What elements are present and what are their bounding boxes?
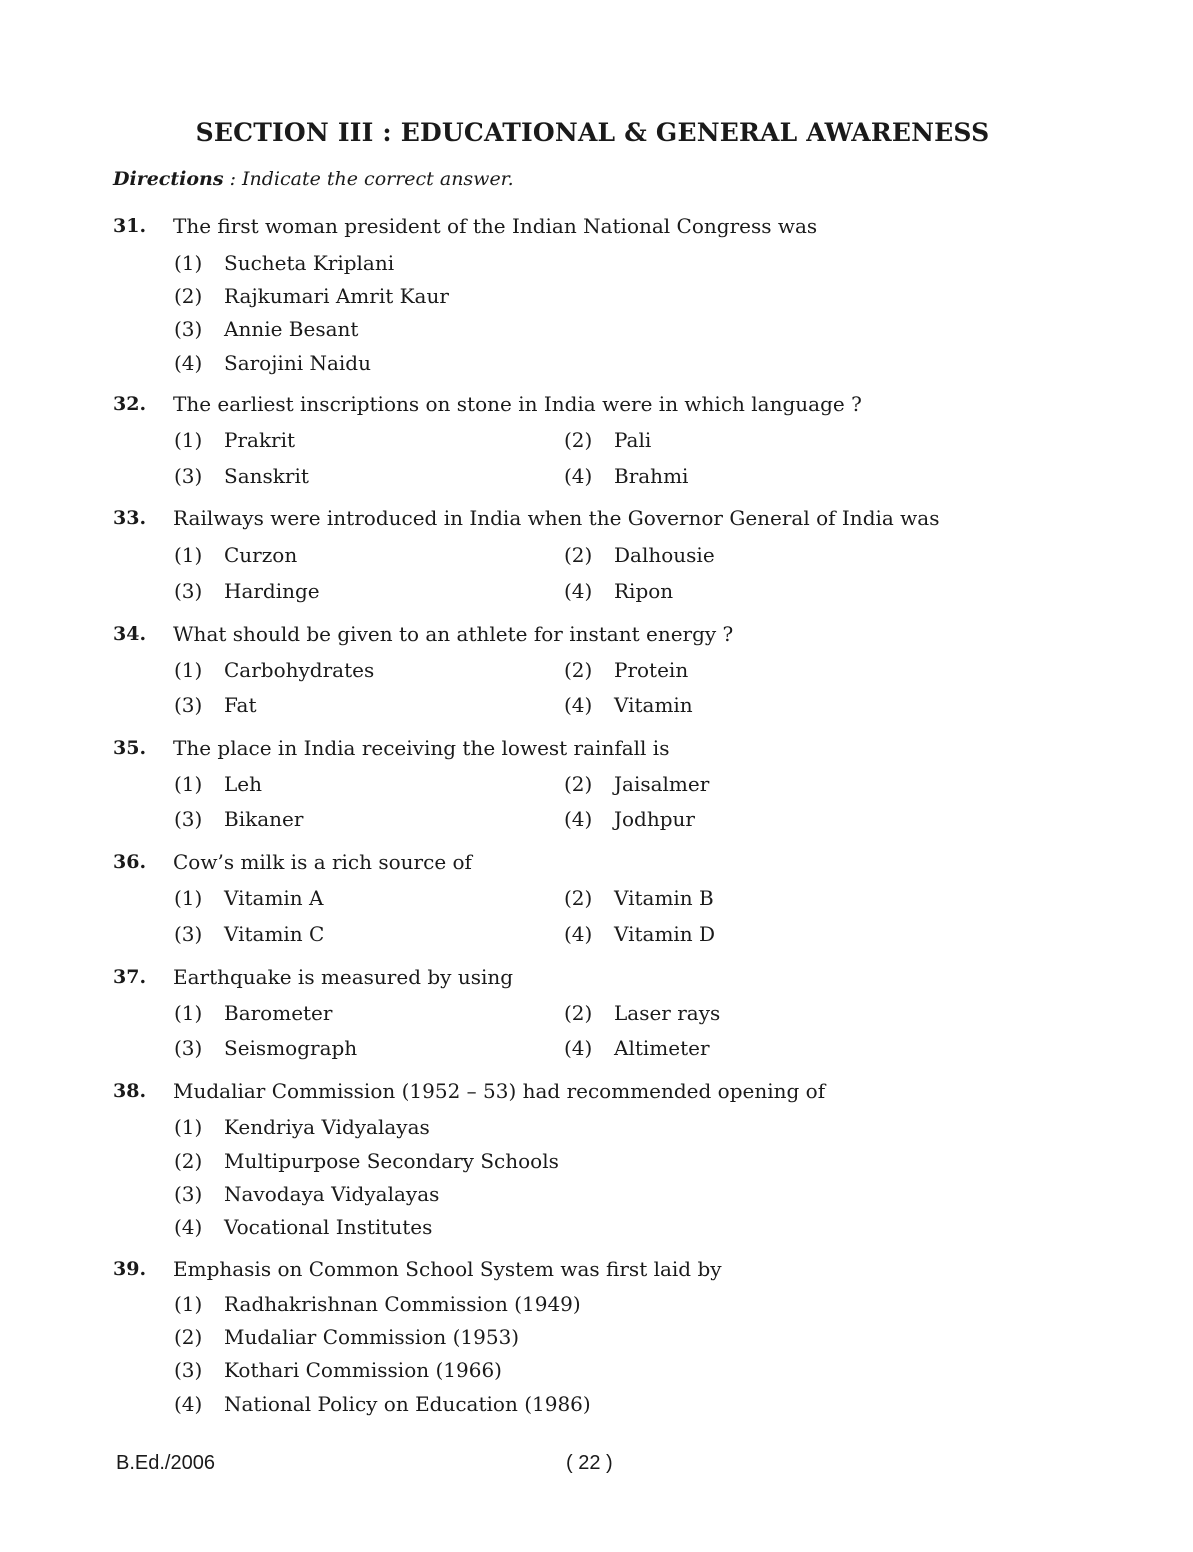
option-2[interactable] (564, 886, 714, 910)
option-2[interactable] (174, 1149, 559, 1173)
option-text: Vitamin D (614, 922, 716, 946)
question-number: 37. (113, 966, 147, 988)
option-text: Kothari Commission (1966) (224, 1358, 502, 1382)
option-text: Barometer (224, 1001, 333, 1025)
option-text: Kendriya Vidyalayas (224, 1115, 430, 1139)
option-text: Jaisalmer (614, 772, 710, 796)
option-1[interactable] (174, 1001, 332, 1025)
option-4[interactable] (564, 464, 688, 488)
option-number: (3) (174, 579, 203, 603)
option-text: Curzon (224, 543, 298, 567)
option-number: (2) (564, 543, 593, 567)
option-1[interactable] (174, 1115, 430, 1139)
directions (113, 168, 514, 190)
option-4[interactable] (564, 807, 695, 831)
option-1[interactable] (174, 658, 374, 682)
option-text: Carbohydrates (224, 658, 375, 682)
option-text: Vocational Institutes (224, 1215, 433, 1239)
option-number: (4) (564, 1036, 593, 1060)
question-number: 35. (113, 737, 147, 759)
option-number: (2) (174, 1149, 203, 1173)
option-number: (3) (174, 464, 203, 488)
question-text: Railways were introduced in India when the Governor General of India was (173, 506, 940, 530)
option-text: Sarojini Naidu (224, 351, 371, 375)
option-4[interactable] (174, 1215, 432, 1239)
option-1[interactable] (174, 1292, 581, 1316)
option-4[interactable] (174, 351, 371, 375)
question-text: Earthquake is measured by using (173, 965, 514, 989)
directions-label: Directions (113, 168, 224, 190)
question-text: The earliest inscriptions on stone in India were in which language ? (173, 392, 862, 416)
option-text: Vitamin (614, 693, 693, 717)
option-number: (3) (174, 693, 203, 717)
option-number: (1) (174, 772, 203, 796)
option-3[interactable] (174, 1182, 439, 1206)
question-text: What should be given to an athlete for instant energy ? (173, 622, 734, 646)
option-number: (4) (174, 351, 203, 375)
option-2[interactable] (564, 1001, 720, 1025)
option-number: (4) (564, 807, 593, 831)
option-number: (3) (174, 1358, 203, 1382)
option-number: (4) (564, 579, 593, 603)
option-number: (4) (564, 922, 593, 946)
question-text: The first woman president of the Indian National Congress was (173, 214, 818, 238)
option-text: Pali (614, 428, 652, 452)
option-3[interactable] (174, 922, 324, 946)
option-3[interactable] (174, 693, 256, 717)
question-number: 38. (113, 1080, 147, 1102)
option-text: Hardinge (224, 579, 320, 603)
option-text: Fat (224, 693, 257, 717)
option-number: (4) (174, 1215, 203, 1239)
option-text: Jodhpur (614, 807, 695, 831)
option-1[interactable] (174, 886, 324, 910)
option-text: National Policy on Education (1986) (224, 1392, 591, 1416)
question-number: 34. (113, 623, 147, 645)
option-number: (2) (564, 1001, 593, 1025)
option-number: (1) (174, 251, 203, 275)
directions-text: Indicate the correct answer. (242, 168, 514, 190)
option-number: (1) (174, 1001, 203, 1025)
option-2[interactable] (564, 658, 688, 682)
option-text: Radhakrishnan Commission (1949) (224, 1292, 581, 1316)
option-text: Leh (224, 772, 262, 796)
option-text: Sucheta Kriplani (224, 251, 395, 275)
option-2[interactable] (564, 543, 715, 567)
option-text: Ripon (614, 579, 674, 603)
option-text: Vitamin A (224, 886, 324, 910)
option-4[interactable] (564, 1036, 710, 1060)
option-text: Laser rays (614, 1001, 721, 1025)
page-number: ( 22 ) (566, 1452, 613, 1474)
section-title-text: SECTION III : EDUCATIONAL & GENERAL AWARENESS (195, 118, 990, 147)
option-3[interactable] (174, 317, 358, 341)
option-text: Navodaya Vidyalayas (224, 1182, 440, 1206)
option-text: Annie Besant (224, 317, 359, 341)
option-number: (3) (174, 1182, 203, 1206)
section-title (0, 118, 1193, 147)
question-text: Emphasis on Common School System was first laid by (173, 1257, 722, 1281)
question-text: Mudaliar Commission (1952 – 53) had recommended opening of (173, 1079, 826, 1103)
option-2[interactable] (174, 284, 449, 308)
option-3[interactable] (174, 579, 320, 603)
option-text: Protein (614, 658, 689, 682)
option-text: Multipurpose Secondary Schools (224, 1149, 559, 1173)
option-number: (1) (174, 543, 203, 567)
question-number: 36. (113, 851, 147, 873)
option-number: (2) (564, 428, 593, 452)
option-number: (1) (174, 658, 203, 682)
option-3[interactable] (174, 1358, 502, 1382)
option-number: (3) (174, 317, 203, 341)
option-1[interactable] (174, 251, 394, 275)
option-text: Sanskrit (224, 464, 309, 488)
option-4[interactable] (564, 579, 673, 603)
option-text: Bikaner (224, 807, 304, 831)
option-number: (3) (174, 807, 203, 831)
option-number: (1) (174, 1292, 203, 1316)
option-number: (2) (174, 1325, 203, 1349)
option-text: Vitamin B (614, 886, 714, 910)
option-number: (2) (174, 284, 203, 308)
option-1[interactable] (174, 428, 295, 452)
option-number: (4) (174, 1392, 203, 1416)
option-text: Vitamin C (224, 922, 325, 946)
option-number: (1) (174, 1115, 203, 1139)
option-text: Prakrit (224, 428, 296, 452)
option-text: Seismograph (224, 1036, 358, 1060)
option-text: Rajkumari Amrit Kaur (224, 284, 449, 308)
option-2[interactable] (564, 428, 651, 452)
option-4[interactable] (564, 693, 693, 717)
option-text: Mudaliar Commission (1953) (224, 1325, 520, 1349)
option-text: Altimeter (614, 1036, 710, 1060)
option-number: (2) (564, 886, 593, 910)
option-number: (2) (564, 772, 593, 796)
question-text: The place in India receiving the lowest rainfall is (173, 736, 670, 760)
option-4[interactable] (174, 1392, 591, 1416)
option-1[interactable] (174, 543, 297, 567)
option-number: (4) (564, 693, 593, 717)
question-number: 31. (113, 215, 147, 237)
option-2[interactable] (564, 772, 709, 796)
option-text: Brahmi (614, 464, 689, 488)
question-number: 32. (113, 393, 147, 415)
option-number: (1) (174, 428, 203, 452)
option-text: Dalhousie (614, 543, 715, 567)
option-number: (3) (174, 1036, 203, 1060)
directions-separator: : (223, 168, 243, 190)
option-number: (3) (174, 922, 203, 946)
option-3[interactable] (174, 807, 303, 831)
question-number: 39. (113, 1258, 147, 1280)
option-3[interactable] (174, 1036, 357, 1060)
option-3[interactable] (174, 464, 309, 488)
option-number: (2) (564, 658, 593, 682)
option-4[interactable] (564, 922, 715, 946)
option-1[interactable] (174, 772, 262, 796)
question-number: 33. (113, 507, 147, 529)
question-text: Cow’s milk is a rich source of (173, 850, 472, 874)
option-number: (1) (174, 886, 203, 910)
exam-code: B.Ed./2006 (116, 1452, 215, 1474)
option-number: (4) (564, 464, 593, 488)
option-2[interactable] (174, 1325, 519, 1349)
